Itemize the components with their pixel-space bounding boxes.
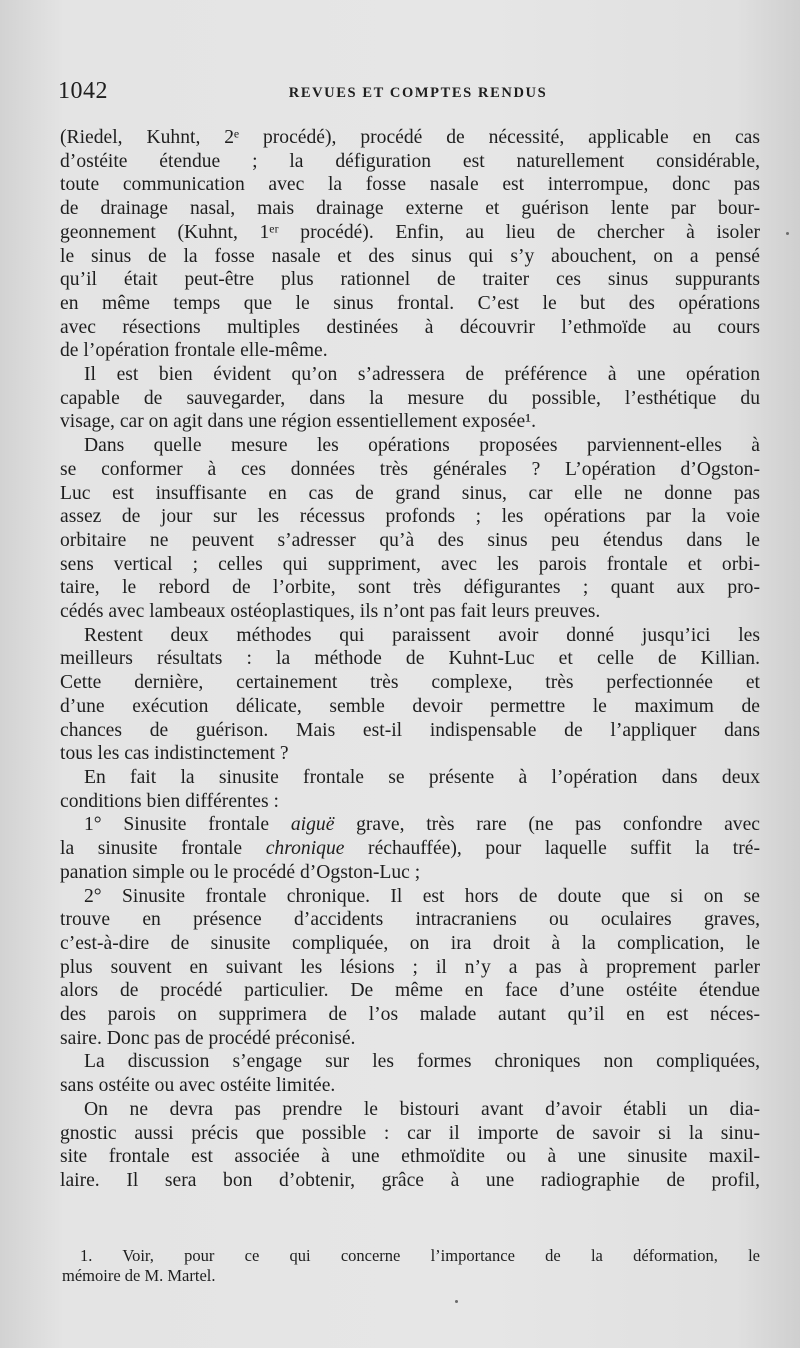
text-line: Dans quelle mesure les opérations proposées parviennent-elles à (84, 435, 760, 457)
text-line: le sinus de la fosse nasale et des sinus qui s’y abouchent, on a pensé (60, 245, 760, 267)
text-line: assez de jour sur les récessus profonds ; les opérations par la voie (60, 506, 760, 528)
text-line: qu’il était peut-être plus rationnel de traiter ces sinus suppurants (60, 269, 760, 291)
text-line: La discussion s’engage sur les formes chroniques non compliquées, (84, 1051, 760, 1073)
text-line: visage, car on agit dans une région essentiellement exposée¹. (60, 411, 536, 433)
footnote-line: 1. Voir, pour ce qui concerne l’importance de la déformation, le (80, 1246, 760, 1265)
footnote (62, 1246, 760, 1286)
text-line: des parois on supprimera de l’os malade autant qu’il en est néces- (60, 1004, 760, 1026)
text-line: cédés avec lambeaux ostéoplastiques, ils n’ont pas fait leurs preuves. (60, 601, 601, 623)
text-line: sens vertical ; celles qui suppriment, avec les parois frontale et orbi- (60, 553, 760, 575)
text-line: de drainage nasal, mais drainage externe et guérison lente par bour- (60, 198, 760, 220)
text-line: meilleurs résultats : la méthode de Kuhnt-Luc et celle de Killian. (60, 648, 760, 670)
text-line: avec résections multiples destinées à découvrir l’ethmoïde au cours (60, 316, 760, 338)
text-line: 1° Sinusite frontale aiguë grave, très rare (ne pas confondre avec (84, 814, 760, 836)
italic-term: aiguë (290, 814, 335, 836)
text-line: Restent deux méthodes qui paraissent avoir donné jusqu’ici les (84, 624, 760, 646)
text-line: tous les cas indistinctement ? (60, 743, 289, 765)
text-line: alors de procédé particulier. De même en face d’une ostéite étendue (60, 980, 760, 1002)
text-line: trouve en présence d’accidents intracraniens ou oculaires graves, (60, 909, 760, 931)
text-line: taire, le rebord de l’orbite, sont très défigurantes ; quant aux pro- (60, 577, 760, 599)
running-head: REVUES ET COMPTES RENDUS (288, 85, 548, 101)
text-line: toute communication avec la fosse nasale est interrompue, donc pas (60, 174, 760, 196)
text-line: saire. Donc pas de procédé préconisé. (60, 1027, 356, 1049)
body-text (60, 126, 760, 1193)
page-number: 1042 (58, 78, 108, 104)
text-line: c’est-à-dire de sinusite compliquée, on ira droit à la complication, le (60, 932, 760, 954)
text-line: capable de sauvegarder, dans la mesure du possible, l’esthétique du (60, 387, 760, 409)
text-line: (Riedel, Kuhnt, 2ᵉ procédé), procédé de nécessité, applicable en cas (60, 127, 760, 148)
paper-speck (786, 232, 789, 235)
page-header (58, 78, 738, 108)
text-line: la sinusite frontale chronique réchauffée), pour laquelle suffit la tré- (60, 838, 760, 860)
text-line: conditions bien différentes : (60, 790, 279, 812)
text-line: gnostic aussi précis que possible : car il importe de savoir si la sinu- (60, 1122, 760, 1144)
text-line: site frontale est associée à une ethmoïdite ou à une sinusite maxil- (60, 1146, 760, 1168)
text-line: d’ostéite étendue ; la défiguration est naturellement considérable, (60, 150, 760, 172)
text-line: geonnement (Kuhnt, 1ᵉʳ procédé). Enfin, au lieu de chercher à isoler (60, 221, 760, 243)
text-line: plus souvent en suivant les lésions ; il n’y a pas à proprement parler (60, 956, 760, 978)
text-line: laire. Il sera bon d’obtenir, grâce à une radiographie de profil, (60, 1169, 760, 1191)
text-line: d’une exécution délicate, semble devoir permettre le maximum de (60, 695, 760, 717)
paper-speck (455, 1300, 458, 1303)
text-line: On ne devra pas prendre le bistouri avant d’avoir établi un dia- (84, 1098, 760, 1120)
text-line: sans ostéite ou avec ostéite limitée. (60, 1075, 336, 1097)
text-line: Luc est insuffisante en cas de grand sinus, car elle ne donne pas (60, 482, 760, 504)
text-line: en même temps que le sinus frontal. C’est le but des opérations (60, 292, 760, 314)
text-line: Il est bien évident qu’on s’adressera de préférence à une opération (84, 364, 760, 386)
text-line: orbitaire ne peuvent s’adresser qu’à des sinus peu étendus dans le (60, 529, 760, 551)
text-line: chances de guérison. Mais est-il indispensable de l’appliquer dans (60, 719, 760, 741)
text-line: panation simple ou le procédé d’Ogston-Luc ; (60, 861, 421, 883)
footnote-line: mémoire de M. Martel. (62, 1266, 216, 1285)
text-line: se conformer à ces données très générales ? L’opération d’Ogston- (60, 458, 760, 480)
text-line: Cette dernière, certainement très complexe, très perfectionnée et (60, 672, 760, 694)
text-line: de l’opération frontale elle-même. (60, 340, 328, 362)
italic-term: chronique (265, 838, 345, 860)
text-line: En fait la sinusite frontale se présente à l’opération dans deux (84, 766, 760, 788)
text-line: 2° Sinusite frontale chronique. Il est hors de doute que si on se (84, 885, 760, 907)
